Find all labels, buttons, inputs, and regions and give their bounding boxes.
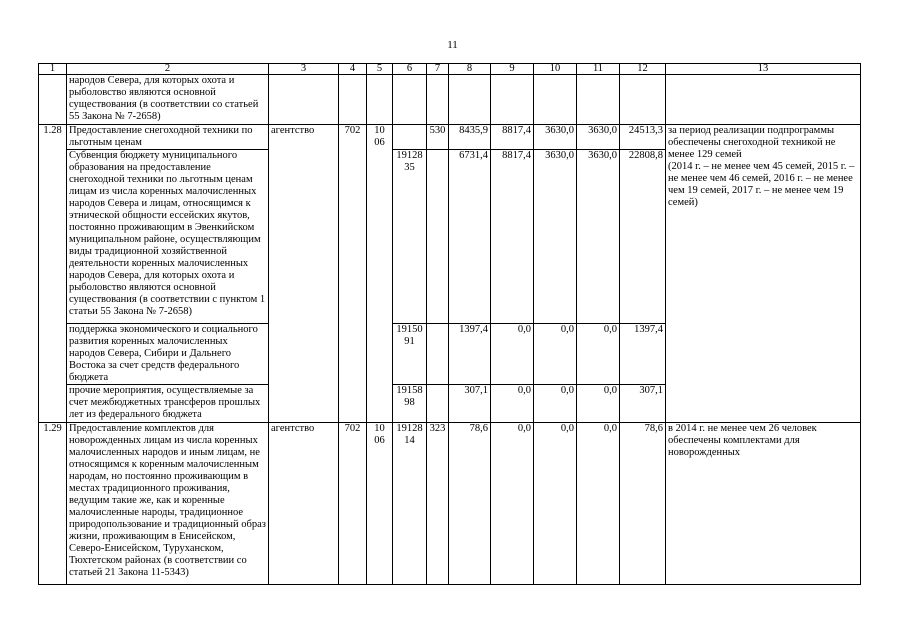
header-cell: 11: [577, 64, 620, 75]
value-cell: 0,0: [491, 423, 534, 585]
sub-row-text: поддержка экономического и социального развития коренных малочисленных народов Севера, Сибири и Дальнего Востока за счет средств федерального бюджета: [67, 324, 269, 385]
value-cell: 78,6: [449, 423, 491, 585]
value-cell: 0,0: [534, 423, 577, 585]
row-title: Предоставление комплектов для новорожденных лицам из числа коренных малочисленных народов и иным лицам, не относящимся к коренным малочисленным народам, но постоянно проживающим в местах традиционного проживания, ведущим такие же, как и коренные малочисленные народы, традиционное природопользование и традиционный образ жизни, проживающим в Енисейском, Северо-Енисейском, Туруханском, Тюхтетском районах (в соответствии со статьей 21 Закона 11-5343): [67, 423, 269, 585]
table-row: [39, 125, 861, 150]
code-cell: 1915898: [393, 385, 427, 423]
agency-cell: агентство: [269, 125, 339, 423]
header-cell: 7: [427, 64, 449, 75]
value-cell: 1397,4: [449, 324, 491, 385]
value-cell: 0,0: [577, 324, 620, 385]
value-cell: 0,0: [491, 385, 534, 423]
code-cell: 530: [427, 125, 449, 150]
value-cell: 3630,0: [534, 150, 577, 324]
value-cell: 3630,0: [534, 125, 577, 150]
header-cell: 9: [491, 64, 534, 75]
header-row: [39, 64, 861, 75]
agency-cell: агентство: [269, 423, 339, 585]
page-number: 11: [447, 39, 458, 51]
header-cell: 5: [367, 64, 393, 75]
row-number: 1.28: [39, 125, 67, 423]
value-cell: 8435,9: [449, 125, 491, 150]
result-cell: [666, 125, 861, 423]
value-cell: 0,0: [577, 423, 620, 585]
row-number: 1.29: [39, 423, 67, 585]
value-cell: 1397,4: [620, 324, 666, 385]
header-cell: 10: [534, 64, 577, 75]
program-table: [38, 63, 861, 585]
code-cell: 1912835: [393, 150, 427, 324]
table-row: [39, 423, 861, 585]
value-cell: 3630,0: [577, 125, 620, 150]
header-cell: 6: [393, 64, 427, 75]
header-cell: 12: [620, 64, 666, 75]
value-cell: 0,0: [534, 324, 577, 385]
value-cell: 307,1: [620, 385, 666, 423]
value-cell: 6731,4: [449, 150, 491, 324]
continuation-text: народов Севера, для которых охота и рыболовство являются основной существования (в соответствии со статьей 55 Закона № 7-2658): [67, 75, 269, 125]
sub-row-text: прочие мероприятия, осуществляемые за счет межбюджетных трансферов прошлых лет из федерального бюджета: [67, 385, 269, 423]
sub-row-text: Субвенция бюджету муниципального образования на предоставление снегоходной техники по льготным ценам лицам из числа коренных малочисленных народов Севера и лицам, относящимся к этнической общности ессейских якутов, постоянно проживающим в Эвенкийском муниципальном районе, осуществляющим виды традиционной хозяйственной деятельности коренных малочисленных народов Севера, для которых охота и рыболовство являются основной существования (в соответствии с пунктом 1 статьи 55 Закона № 7-2658): [67, 150, 269, 324]
header-cell: 2: [67, 64, 269, 75]
result-cell: в 2014 г. не менее чем 26 человек обеспечены комплектами для новорожденных: [666, 423, 861, 585]
code-cell: 1912814: [393, 423, 427, 585]
code-cell: 10 06: [367, 423, 393, 585]
value-cell: 3630,0: [577, 150, 620, 324]
code-cell: 10 06: [367, 125, 393, 423]
table-row: [39, 75, 861, 125]
value-cell: 0,0: [491, 324, 534, 385]
value-cell: 307,1: [449, 385, 491, 423]
header-cell: 3: [269, 64, 339, 75]
value-cell: 8817,4: [491, 125, 534, 150]
value-cell: 8817,4: [491, 150, 534, 324]
header-cell: 8: [449, 64, 491, 75]
code-cell: 323: [427, 423, 449, 585]
value-cell: 78,6: [620, 423, 666, 585]
header-cell: 4: [339, 64, 367, 75]
result-text: за период реализации подпрограммы обеспечены снегоходной техникой не менее 129 семей: [668, 125, 836, 160]
code-cell: 702: [339, 125, 367, 423]
code-cell: 1915091: [393, 324, 427, 385]
value-cell: 22808,8: [620, 150, 666, 324]
value-cell: 0,0: [534, 385, 577, 423]
code-cell: 702: [339, 423, 367, 585]
row-title: Предоставление снегоходной техники по льготным ценам: [67, 125, 269, 150]
value-cell: 0,0: [577, 385, 620, 423]
header-cell: 13: [666, 64, 861, 75]
result-detail: (2014 г. – не менее чем 45 семей, 2015 г. – не менее чем 46 семей, 2016 г. – не менее чем 19 семей, 2017 г. – не менее чем 19 семей): [668, 161, 855, 208]
value-cell: 24513,3: [620, 125, 666, 150]
header-cell: 1: [39, 64, 67, 75]
